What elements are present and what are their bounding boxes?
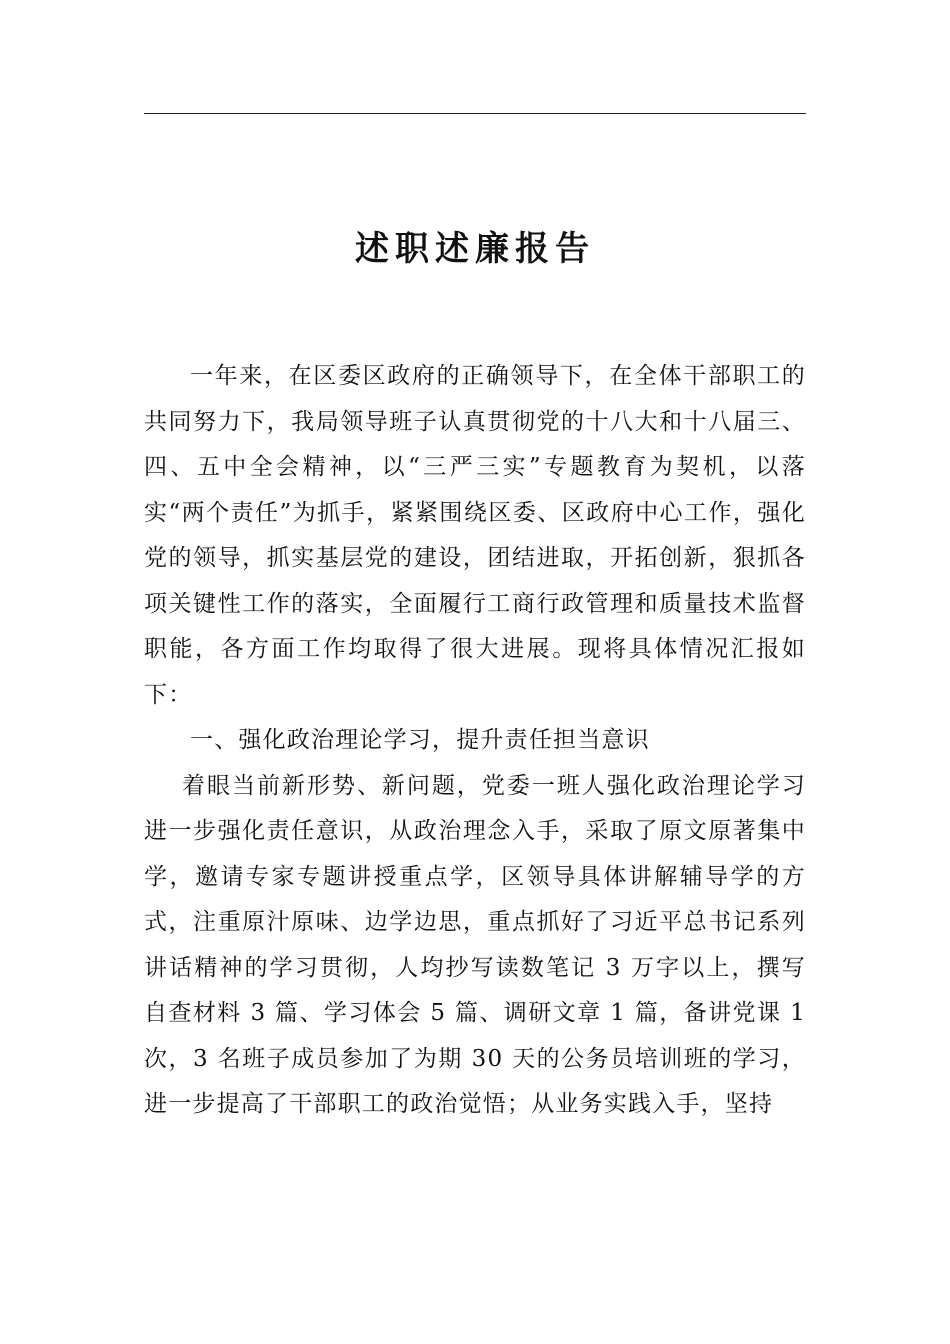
document-body xyxy=(144,354,806,1128)
section-1-paragraph: 着眼当前新形势、新问题，党委一班人强化政治理论学习进一步强化责任意识，从政治理念入手，采取了原文原著集中学，邀请专家专题讲授重点学，区领导具体讲解辅导学的方式，注重原汁原味、边学边思，重点抓好了习近平总书记系列讲话精神的学习贯彻，人均抄写读数笔记 3 万字以上，撰写自查材料 3 篇、学习体会 5 篇、调研文章 1 篇，备讲党课 1次，3 名班子成员参加了为期 30 天的公务员培训班的学习，进一步提高了干部职工的政治觉悟；从业务实践入手，坚持 xyxy=(144,772,806,1117)
intro-paragraph: 一年来，在区委区政府的正确领导下，在全体干部职工的共同努力下，我局领导班子认真贯彻党的十八大和十八届三、四、五中全会精神，以“三严三实”专题教育为契机，以落实“两个责任”为抓手，紧紧围绕区委、区政府中心工作，强化党的领导，抓实基层党的建设，团结进取，开拓创新，狠抓各项关键性工作的落实，全面履行工商行政管理和质量技术监督职能，各方面工作均取得了很大进展。现将具体情况汇报如下： xyxy=(144,363,806,708)
document-title: 述职述廉报告 xyxy=(355,228,595,269)
section-heading-1: 一、强化政治理论学习，提升责任担当意识 xyxy=(190,727,650,753)
header-rule xyxy=(144,113,806,114)
